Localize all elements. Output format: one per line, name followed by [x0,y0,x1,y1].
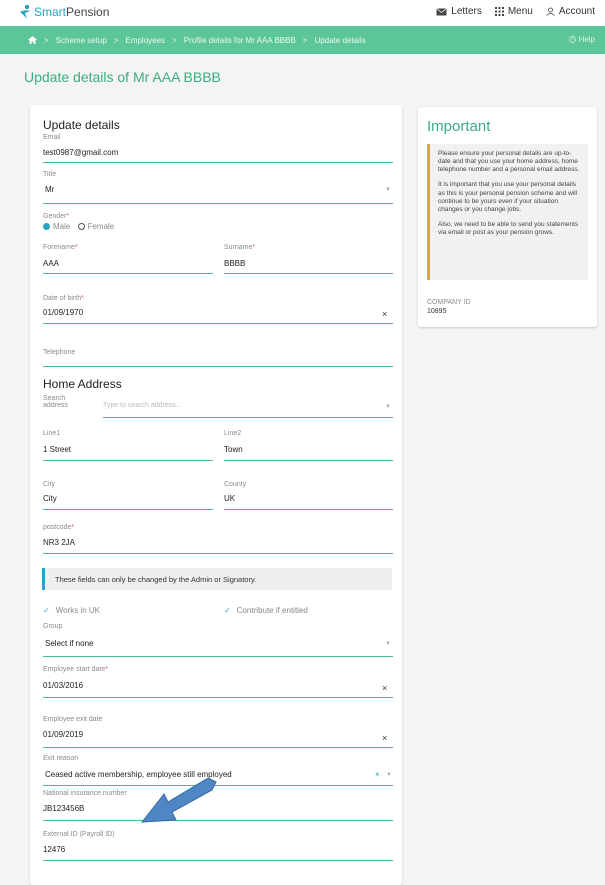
ni-number-field[interactable]: JB123456B [43,804,85,813]
help-label: Help [578,35,595,44]
chevron-right-icon: > [302,35,308,45]
clear-icon[interactable]: × [382,309,388,319]
account-link[interactable] [546,6,595,17]
gender-radio-group [43,222,114,231]
home-icon[interactable] [28,36,37,44]
postcode-label: postcode* [43,524,75,531]
works-in-uk-check[interactable]: ✓ Works in UK [43,606,101,615]
line2-underline [224,460,393,461]
important-paragraph: Also, we need to be able to send you statements via email or post as your pension grows. [438,220,579,236]
city-field[interactable]: City [43,494,57,503]
menu-link[interactable] [495,6,533,17]
email-label: Email [43,134,61,141]
postcode-underline [43,553,393,554]
company-id-label: COMPANY ID [427,299,471,306]
breadcrumb-employees[interactable]: Employees [125,35,166,45]
exit-date-underline [43,747,393,748]
breadcrumb-update: Update details [314,35,366,45]
grid-icon [495,7,504,16]
telephone-label: Telephone [43,349,76,356]
external-id-field[interactable]: 12476 [43,845,66,854]
admin-notice: These fields can only be changed by the Admin or Signatory. [42,568,392,590]
group-underline [43,656,393,657]
letters-label: Letters [451,6,482,17]
email-field[interactable]: test0987@gmail.com [43,148,119,157]
page-title: Update details of Mr AAA BBBB [24,69,221,85]
dob-underline [43,323,393,324]
chevron-right-icon: > [172,35,177,45]
clear-icon[interactable]: × [382,733,388,743]
menu-label: Menu [507,6,533,17]
email-underline [43,162,393,163]
surname-field[interactable]: BBBB [224,259,246,268]
group-label: Group [43,623,63,630]
search-address-input[interactable]: Type to search address... [103,402,182,409]
important-notice [427,144,588,280]
annotation-arrow-icon [140,778,220,832]
breadcrumb-scheme-setup[interactable]: Scheme setup [55,35,107,45]
exit-date-field[interactable]: 01/09/2019 [43,730,84,739]
external-id-underline [43,860,393,861]
male-label: Male [53,222,71,231]
male-radio[interactable] [43,223,50,230]
line1-label: Line1 [43,430,61,437]
search-address-label: Search address [43,395,68,409]
help-circle-icon [569,36,576,43]
line1-underline [43,460,213,461]
contribute-check[interactable]: ✓ Contribute if entitled [224,606,308,615]
envelope-icon [436,8,447,16]
company-id-value: 10895 [427,308,447,315]
postcode-field[interactable]: NR3 2JA [43,538,76,547]
county-field[interactable]: UK [224,494,236,503]
forename-underline [43,273,213,274]
svg-text:?: ? [571,37,575,43]
title-underline [43,203,393,204]
female-label: Female [87,222,115,231]
county-label: County [224,481,247,488]
county-underline [224,509,393,510]
start-date-underline [43,697,393,698]
forename-field[interactable]: AAA [43,259,60,268]
dob-label: Date of birth* [43,295,84,302]
user-icon [546,7,555,16]
title-select[interactable]: Mr [45,185,55,194]
smart-pension-logo[interactable] [18,4,109,20]
clear-icon[interactable]: × [375,770,380,779]
chevron-down-icon[interactable]: ▼ [385,641,391,647]
important-paragraph: Please ensure your personal details are up-to-date and that you use your home address, home telephone number and a personal email address. [438,150,580,174]
update-details-card [30,105,402,885]
chevron-right-icon: > [44,35,49,45]
external-id-label: External ID (Payroll ID) [43,831,115,838]
check-icon: ✓ [43,606,50,615]
title-label: Title [43,171,56,178]
female-radio[interactable] [78,223,85,230]
chevron-right-icon: > [113,35,119,45]
account-label: Account [558,6,595,17]
group-select[interactable]: Select if none [45,639,94,648]
start-date-label: Employee start date* [43,666,108,673]
line2-label: Line2 [224,430,242,437]
chevron-down-icon[interactable]: ▼ [386,772,392,778]
clear-icon[interactable]: × [382,683,388,693]
home-address-title: Home Address [43,377,122,391]
dob-field[interactable]: 01/09/1970 [43,308,84,317]
logo-icon [18,4,32,20]
line2-field[interactable]: Town [224,445,243,454]
chevron-down-icon[interactable]: ▼ [385,187,391,193]
telephone-underline [43,366,393,367]
letters-link[interactable] [436,6,482,17]
top-nav [436,6,595,17]
important-paragraph: It is important that you use your personal details as this is your personal pension scheme and will continue to be yours even if your situation changes or you change jobs. [438,181,578,213]
exit-reason-label: Exit reason [43,755,79,762]
search-address-underline [103,417,393,418]
help-link[interactable] [569,35,595,44]
gender-label: Gender* [43,213,70,220]
breadcrumb [0,26,605,54]
line1-field[interactable]: 1 Street [43,445,72,454]
logo-text: SmartPension [34,5,110,19]
chevron-down-icon[interactable]: ▼ [385,404,391,410]
surname-label: Surname* [224,244,256,251]
breadcrumb-profile[interactable]: Profile details for Mr AAA BBBB [183,35,296,45]
check-icon: ✓ [224,606,231,615]
forename-label: Forename* [43,244,78,251]
top-bar [0,0,605,26]
surname-underline [224,273,393,274]
city-underline [43,509,213,510]
exit-date-label: Employee exit date [43,716,103,723]
exit-reason-select[interactable]: Ceased active membership, employee still employed [45,770,232,779]
form-title: Update details [43,118,120,132]
city-label: City [43,481,56,488]
ni-number-label: National insurance number [43,790,127,797]
important-title: Important [427,118,491,135]
important-card [418,107,597,327]
start-date-field[interactable]: 01/03/2016 [43,681,84,690]
